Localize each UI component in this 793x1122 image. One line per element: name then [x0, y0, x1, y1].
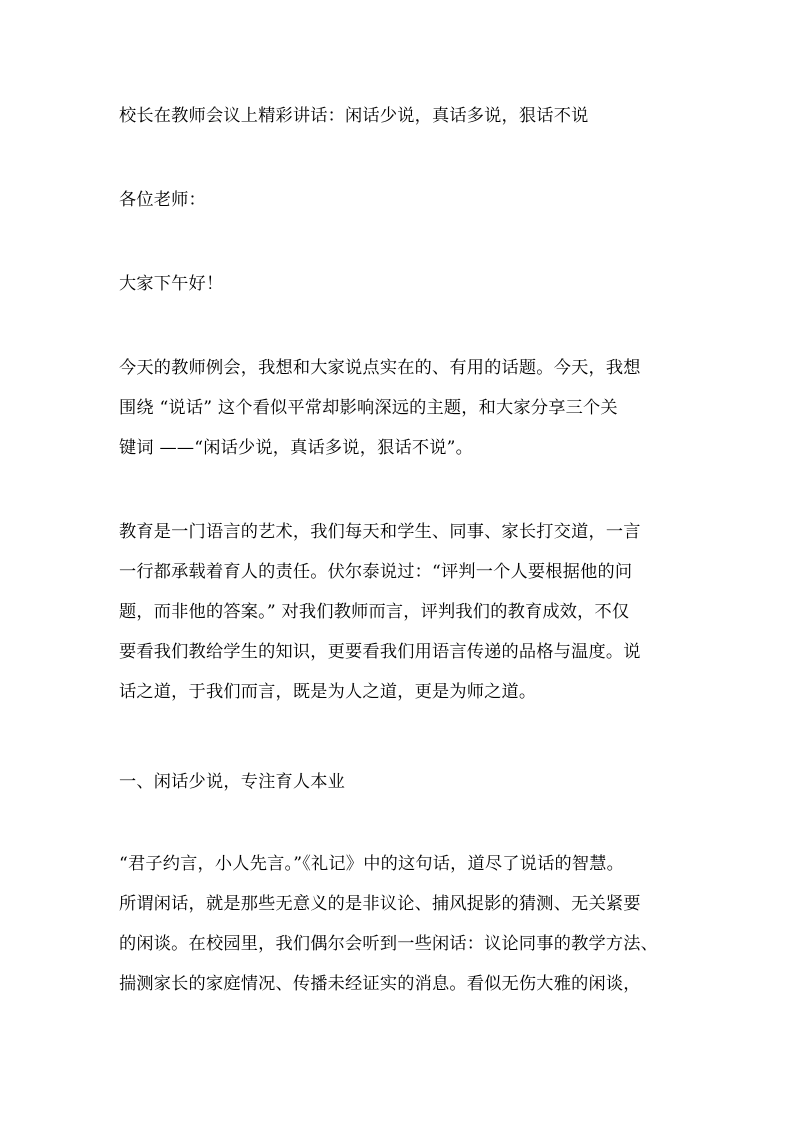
paragraph-line: 键词 ——“闲话少说，真话多说，狠话不说”。	[119, 438, 474, 458]
section-heading-line: 一、闲话少说，专注育人本业	[119, 772, 346, 792]
paragraph-intro	[119, 348, 679, 468]
salutation	[119, 180, 679, 220]
paragraph-line: 今天的教师例会，我想和大家说点实在的、有用的话题。今天，我想	[119, 358, 641, 378]
section-paragraph	[119, 844, 679, 1004]
paragraph-education	[119, 512, 679, 712]
greeting	[119, 264, 679, 304]
paragraph-line: 一行都承载着育人的责任。伏尔泰说过：“评判一个人要根据他的问	[119, 562, 633, 582]
salutation-line: 各位老师：	[119, 190, 206, 210]
paragraph-line: 教育是一门语言的艺术，我们每天和学生、同事、家长打交道，一言	[119, 522, 641, 542]
paragraph-line: 要看我们教给学生的知识，更要看我们用语言传递的品格与温度。说	[119, 642, 641, 662]
section-heading	[119, 762, 679, 802]
title-line: 校长在教师会议上精彩讲话：闲话少说，真话多说，狠话不说	[119, 106, 589, 126]
paragraph-line: 话之道，于我们而言，既是为人之道，更是为师之道。	[119, 682, 537, 702]
greeting-line: 大家下午好！	[119, 274, 224, 294]
paragraph-line: 题，而非他的答案。” 对我们教师而言，评判我们的教育成效，不仅	[119, 602, 630, 622]
paragraph-line: 的闲谈。在校园里，我们偶尔会听到一些闲话：议论同事的教学方法、	[119, 934, 659, 954]
paragraph-line: 所谓闲话，就是那些无意义的是非议论、捕风捉影的猜测、无关紧要	[119, 894, 641, 914]
paragraph-line: 围绕 “说话” 这个看似平常却影响深远的主题，和大家分享三个关	[119, 398, 618, 418]
paragraph-line: “君子约言，小人先言。”《礼记》中的这句话，道尽了说话的智慧。	[119, 854, 625, 874]
paragraph-line: 揣测家长的家庭情况、传播未经证实的消息。看似无伤大雅的闲谈，	[119, 974, 641, 994]
document-title	[119, 96, 679, 136]
